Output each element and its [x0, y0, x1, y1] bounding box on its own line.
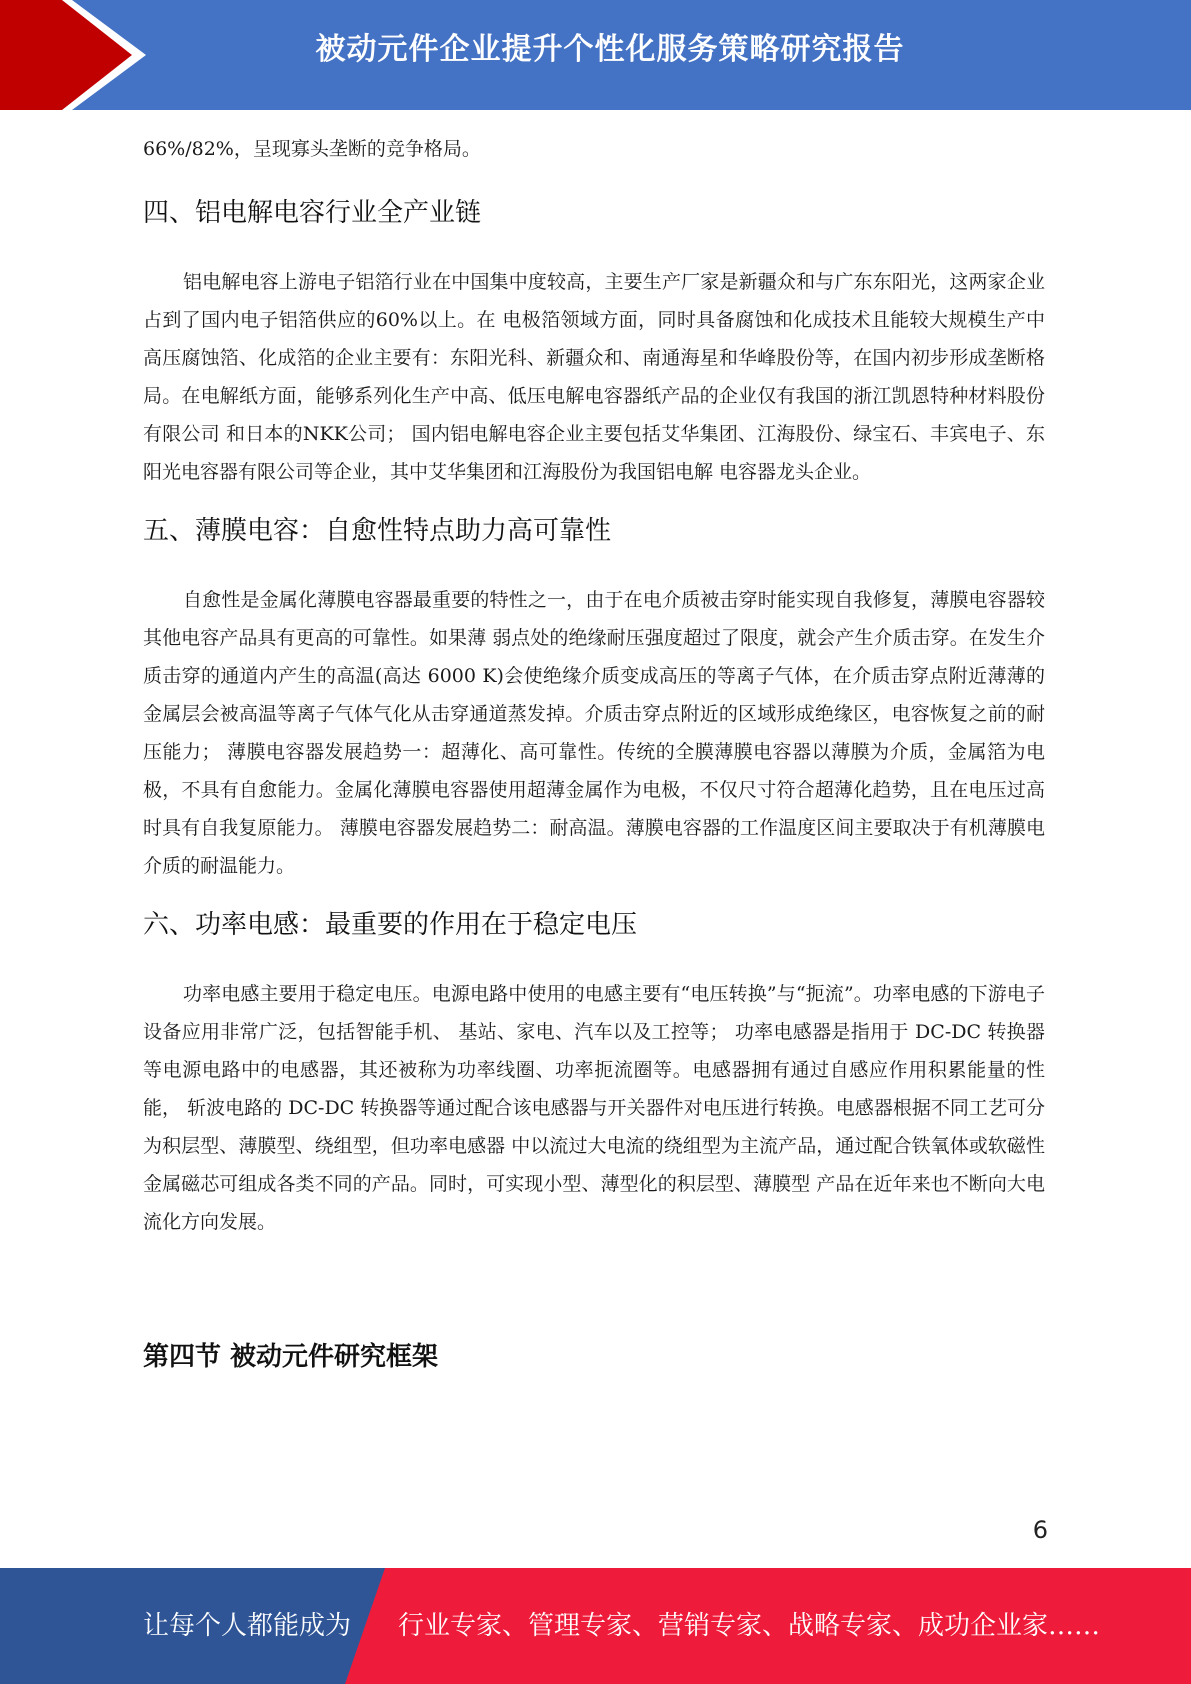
section-paragraph: 功率电感主要用于稳定电压。电源电路中使用的电感主要有“电压转换”与“扼流”。功率电感的下游电子设备应用非常广泛，包括智能手机、 基站、家电、汽车以及工控等； 功率电感器是指用于 DC-DC 转换器等电源电路中的电感器，其还被称为功率线圈、功率扼流圈等。电感器拥有通过自感应作用积累能量的性能， 斩波电路的 DC-DC 转换器等通过配合该电感器与开关器件对电压进行转换。电感器根据不同工艺可分为积层型、薄膜型、绕组型，但功率电感器 中以流过大电流的绕组型为主流产品，通过配合铁氧体或软磁性金属磁芯可组成各类不同的产品。同时，可实现小型、薄型化的积层型、薄膜型 产品在近年来也不断向大电流化方向发展。 — [143, 983, 1045, 1233]
page-content — [143, 130, 1045, 1377]
intro-continuation: 66%/82%，呈现寡头垄断的竞争格局。 — [143, 138, 481, 160]
header-arrow-decoration — [0, 0, 160, 110]
section-paragraph: 铝电解电容上游电子铝箔行业在中国集中度较高，主要生产厂家是新疆众和与广东东阳光，这两家企业占到了国内电子铝箔供应的60%以上。在 电极箔领域方面，同时具备腐蚀和化成技术且能较大规模生产中高压腐蚀箔、化成箔的企业主要有：东阳光科、新疆众和、南通海星和华峰股份等，在国内初步形成垄断格局。在电解纸方面，能够系列化生产中高、低压电解电容器纸产品的企业仅有我国的浙江凯恩特种材料股份有限公司 和日本的NKK公司； 国内铝电解电容企业主要包括艾华集团、江海股份、绿宝石、丰宾电子、东阳光电容器有限公司等企业，其中艾华集团和江海股份为我国铝电解 电容器龙头企业。 — [143, 271, 1045, 483]
section-paragraph: 自愈性是金属化薄膜电容器最重要的特性之一，由于在电介质被击穿时能实现自我修复，薄膜电容器较其他电容产品具有更高的可靠性。如果薄 弱点处的绝缘耐压强度超过了限度，就会产生介质击穿。在发生介质击穿的通道内产生的高温(高达 6000 K)会使绝缘介质变成高压的等离子气体，在介质击穿点附近薄薄的金属层会被高温等离子气体气化从击穿通道蒸发掉。介质击穿点附近的区域形成绝缘区，电容恢复之前的耐压能力； 薄膜电容器发展趋势一：超薄化、高可靠性。传统的全膜薄膜电容器以薄膜为介质，金属箔为电极，不具有自愈能力。金属化薄膜电容器使用超薄金属作为电极，不仅尺寸符合超薄化趋势，且在电压过高时具有自我复原能力。 薄膜电容器发展趋势二：耐高温。薄膜电容器的工作温度区间主要取决于有机薄膜电介质的耐温能力。 — [143, 589, 1045, 877]
page-footer — [0, 1568, 1191, 1684]
page-header — [0, 0, 1191, 110]
section-heading: 五、薄膜电容：自愈性特点助力高可靠性 — [143, 516, 612, 546]
section-heading: 六、功率电感：最重要的作用在于稳定电压 — [143, 910, 638, 940]
section-heading: 四、铝电解电容行业全产业链 — [143, 198, 482, 228]
footer-slogan-right: 行业专家、管理专家、营销专家、战略专家、成功企业家…… — [398, 1611, 1101, 1641]
footer-slogan-left: 让每个人都能成为 — [143, 1611, 352, 1641]
chapter-section-title: 第四节 被动元件研究框架 — [143, 1342, 439, 1372]
report-title: 被动元件企业提升个性化服务策略研究报告 — [315, 32, 905, 67]
page-number: 6 — [1032, 1516, 1048, 1544]
